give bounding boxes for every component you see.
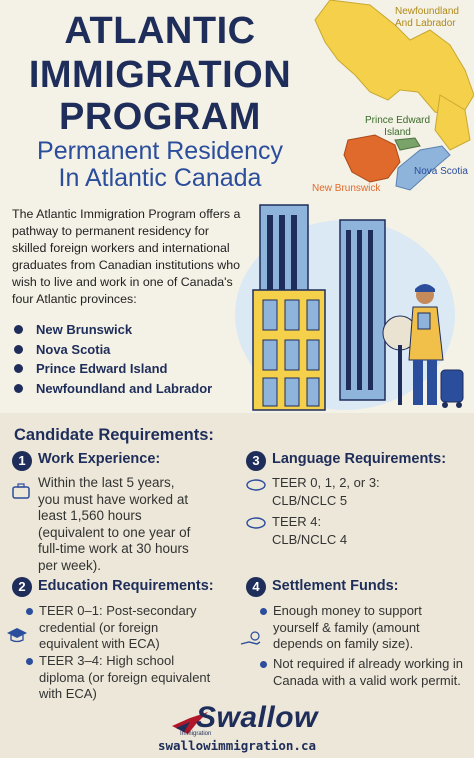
bullet-icon	[260, 608, 267, 615]
title-line-1: ATLANTIC	[64, 10, 256, 52]
settlement-item: Enough money to support yourself & family (amount depends on family size).	[260, 603, 470, 653]
settlement-item: Not required if already working in Canada with a valid work permit.	[260, 656, 470, 689]
speech-bubble-icon	[246, 479, 266, 493]
map-label-newfoundland: Newfoundland And Labrador	[395, 6, 459, 29]
map-label-pei: Prince Edward Island	[365, 115, 431, 138]
requirements-section	[0, 413, 474, 758]
website-url[interactable]: swallowimmigration.ca	[157, 738, 317, 753]
province-list	[14, 320, 212, 398]
suitcase-icon	[441, 370, 463, 402]
language-item-2-line2: CLB/NCLC 4	[272, 532, 348, 547]
number-badge-2: 2	[12, 577, 32, 597]
money-hand-icon	[240, 631, 262, 649]
bullet-icon	[26, 608, 33, 615]
province-label: Prince Edward Island	[36, 361, 168, 377]
language-item-1-line1: TEER 0, 1, 2, or 3:	[272, 475, 380, 490]
bullet-icon	[14, 384, 23, 393]
number-badge-3: 3	[246, 451, 266, 471]
province-item	[14, 359, 212, 379]
province-item	[14, 340, 212, 360]
education-item: TEER 0–1: Post-secondary credential (or foreign equivalent with ECA)	[26, 603, 216, 653]
subtitle-line-2: In Atlantic Canada	[58, 164, 262, 192]
briefcase-icon	[12, 483, 30, 499]
bullet-icon	[260, 661, 267, 668]
logo-subtext: Immigration	[180, 731, 212, 737]
settlement-title: Settlement Funds:	[272, 578, 399, 594]
education-item: TEER 3–4: High school diploma (or foreign equivalent with ECA)	[26, 653, 216, 703]
map-label-new-brunswick: New Brunswick	[312, 183, 381, 194]
graduation-cap-icon	[6, 627, 28, 643]
number-badge-4: 4	[246, 577, 266, 597]
number-badge-1: 1	[12, 451, 32, 471]
speech-bubble-icon	[246, 517, 266, 531]
map-label-nova-scotia: Nova Scotia	[414, 166, 468, 177]
city-illustration	[235, 195, 474, 413]
requirements-heading: Candidate Requirements:	[14, 426, 214, 444]
province-label: Newfoundland and Labrador	[36, 380, 213, 396]
pei-shape	[395, 138, 420, 150]
education-title: Education Requirements:	[38, 578, 214, 594]
bullet-icon	[14, 364, 23, 373]
intro-text: The Atlantic Immigration Program offers a pathway to permanent residency for skilled foreign workers and international graduates from Canadian institutions who wish to live and work in one of Canada's four Atlantic provinces:	[12, 207, 241, 306]
title-line-2: IMMIGRATION	[28, 54, 292, 96]
language-item-1-line2: CLB/NCLC 5	[272, 493, 348, 508]
bullet-icon	[14, 345, 23, 354]
language-item-2-line1: TEER 4:	[272, 514, 322, 529]
province-label: Nova Scotia	[36, 341, 111, 357]
logo-text: Swallow	[196, 701, 318, 734]
province-item	[14, 320, 212, 340]
new-brunswick-shape	[344, 135, 400, 182]
bullet-icon	[14, 325, 23, 334]
language-title: Language Requirements:	[272, 451, 447, 467]
work-experience-title: Work Experience:	[38, 451, 161, 467]
title-line-3: PROGRAM	[59, 96, 261, 138]
bullet-icon	[26, 658, 33, 665]
work-experience-text: Within the last 5 years, you must have worked at least 1,560 hours (equivalent to one year of full-time work at 30 hours per week).	[38, 475, 191, 573]
province-item	[14, 379, 212, 399]
subtitle-line-1: Permanent Residency	[37, 137, 283, 165]
province-label: New Brunswick	[36, 322, 133, 338]
